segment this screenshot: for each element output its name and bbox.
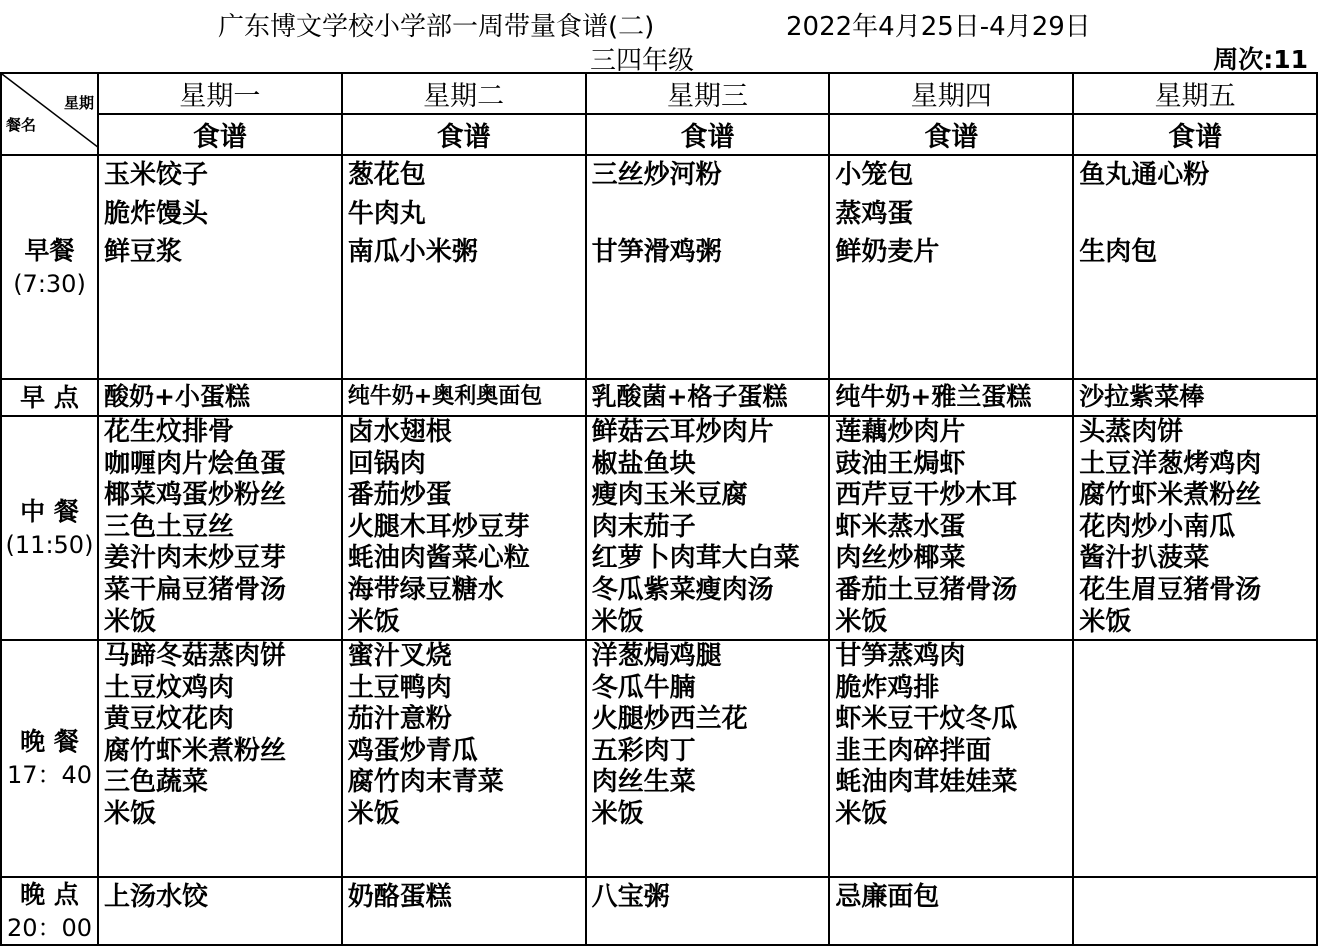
meal-row-lunch [1, 416, 1317, 640]
menu-cell [342, 379, 586, 416]
page-header [0, 4, 1318, 42]
menu-cell [342, 155, 586, 379]
dish-item: 虾米豆干炆冬瓜 [835, 704, 1018, 735]
dish-item: 火腿木耳炒豆芽 [347, 511, 530, 542]
meal-time: (11:50) [5, 530, 94, 559]
menu-cell [342, 640, 586, 877]
meal-name: 早 点 [20, 382, 79, 412]
meal-label [1, 379, 98, 416]
menu-cell [829, 379, 1073, 416]
menu-cell [586, 155, 830, 379]
day-header-wed: 星期三 [586, 73, 830, 114]
menu-cell [829, 416, 1073, 640]
dish-item: 土豆洋葱烤鸡肉 [1079, 448, 1262, 479]
dish-item: 纯牛奶+奥利奥面包 [347, 384, 543, 409]
dish-item: 米饭 [591, 606, 644, 637]
menu-cell [342, 877, 586, 945]
dish-item: 鱼丸通心粉 [1079, 160, 1210, 190]
meal-name: 晚 餐 [20, 727, 79, 757]
dish-item: 生肉包 [1079, 237, 1158, 267]
day-header-tue: 星期二 [342, 73, 586, 114]
dish-item: 咖喱肉片烩鱼蛋 [104, 448, 287, 479]
grade-label: 三四年级 [590, 46, 695, 76]
dish-item: 葱花包 [347, 160, 426, 190]
week-number: 周次:11 [1213, 45, 1308, 74]
meal-label [1, 877, 98, 945]
dish-item: 花肉炒小南瓜 [1079, 511, 1236, 542]
dish-item: 纯牛奶+雅兰蛋糕 [835, 382, 1032, 411]
dish-item: 三色蔬菜 [104, 767, 209, 798]
menu-cell [98, 379, 342, 416]
recipe-header: 食谱 [829, 114, 1073, 155]
meal-time: 20：00 [6, 913, 93, 942]
menu-cell [342, 416, 586, 640]
meal-name: 中 餐 [20, 496, 79, 526]
dish-item: 腐竹肉末青菜 [347, 767, 504, 798]
recipe-header: 食谱 [98, 114, 342, 155]
dish-item: 莲藕炒肉片 [835, 417, 966, 447]
corner-day-label: 星期 [63, 94, 94, 112]
dish-item: 回锅肉 [347, 448, 426, 479]
date-range: 2022年4月25日-4月29日 [786, 12, 1091, 42]
meal-label [1, 640, 98, 877]
menu-cell [98, 416, 342, 640]
weekly-menu-table [0, 72, 1318, 946]
dish-item: 米饭 [835, 798, 888, 829]
day-header-fri: 星期五 [1073, 73, 1317, 114]
meal-name: 早餐 [24, 235, 75, 265]
meal-time: 17：40 [6, 761, 93, 790]
recipe-header: 食谱 [1073, 114, 1317, 155]
recipe-header-row [1, 114, 1317, 155]
dish-item: 海带绿豆糖水 [347, 574, 504, 605]
dish-item: 米饭 [835, 606, 888, 637]
menu-title: 广东博文学校小学部一周带量食谱(二) [218, 12, 655, 42]
dish-item: 土豆鸭肉 [347, 672, 452, 703]
meal-time: (7:30) [13, 269, 86, 298]
menu-cell [829, 155, 1073, 379]
dish-item: 鲜豆浆 [104, 237, 183, 267]
meal-name: 晚 点 [20, 880, 79, 909]
dish-item: 肉丝炒椰菜 [835, 543, 966, 574]
corner-meal-label: 餐名 [6, 116, 37, 134]
dish-item: 小笼包 [835, 160, 914, 190]
dish-item: 黄豆炆花肉 [104, 704, 235, 735]
dish-item: 米饭 [591, 798, 644, 829]
dish-item: 火腿炒西兰花 [591, 704, 748, 735]
dish-item [1079, 195, 1316, 234]
meal-row-dinner [1, 640, 1317, 877]
meal-row-night-snack [1, 877, 1317, 945]
dish-item: 脆炸馒头 [104, 198, 209, 229]
dish-item: 冬瓜紫菜瘦肉汤 [591, 574, 774, 605]
dish-item: 米饭 [347, 606, 400, 637]
dish-item: 甘笋滑鸡粥 [591, 237, 722, 267]
dish-item: 酸奶+小蛋糕 [104, 382, 250, 411]
dish-item: 腐竹虾米煮粉丝 [1079, 480, 1262, 511]
recipe-header: 食谱 [342, 114, 586, 155]
dish-item: 番茄土豆猪骨汤 [835, 574, 1018, 605]
menu-cell [1073, 877, 1317, 945]
dish-item: 米饭 [104, 606, 157, 637]
dish-item: 蚝油肉茸娃娃菜 [835, 767, 1018, 798]
dish-item: 米饭 [347, 798, 400, 829]
day-header-thu: 星期四 [829, 73, 1073, 114]
dish-item: 肉丝生菜 [591, 767, 696, 798]
menu-cell [586, 640, 830, 877]
meal-row-breakfast [1, 155, 1317, 379]
meal-label [1, 155, 98, 379]
dish-item: 脆炸鸡排 [835, 672, 940, 703]
dish-item: 鲜奶麦片 [835, 237, 940, 267]
dish-item: 马蹄冬菇蒸肉饼 [104, 641, 287, 671]
day-header-mon: 星期一 [98, 73, 342, 114]
dish-item: 鲜菇云耳炒肉片 [591, 417, 774, 447]
dish-item [592, 195, 829, 234]
dish-item: 米饭 [104, 798, 157, 829]
dish-item: 蚝油肉酱菜心粒 [347, 543, 530, 574]
menu-cell [98, 155, 342, 379]
dish-item: 甘笋蒸鸡肉 [835, 641, 966, 671]
meal-row-morning-snack [1, 379, 1317, 416]
dish-item: 番茄炒蛋 [347, 480, 452, 511]
menu-cell [1073, 416, 1317, 640]
dish-item: 上汤水饺 [104, 882, 209, 912]
dish-item: 奶酪蛋糕 [347, 882, 452, 912]
menu-cell [586, 877, 830, 945]
dish-item: 肉末茄子 [591, 511, 696, 542]
dish-item: 牛肉丸 [347, 198, 426, 229]
dish-item: 红萝卜肉茸大白菜 [591, 543, 800, 574]
dish-item: 土豆炆鸡肉 [104, 672, 235, 703]
dish-item: 椒盐鱼块 [591, 448, 696, 479]
dish-item: 鸡蛋炒青瓜 [347, 735, 478, 766]
dish-item: 瘦肉玉米豆腐 [591, 480, 748, 511]
dish-item: 豉油王焗虾 [835, 448, 966, 479]
dish-item: 三色土豆丝 [104, 511, 235, 542]
dish-item: 八宝粥 [591, 882, 670, 912]
dish-item: 蜜汁叉烧 [347, 641, 452, 671]
dish-item: 姜汁肉末炒豆芽 [104, 543, 287, 574]
dish-item: 五彩肉丁 [591, 735, 696, 766]
dish-item: 西芹豆干炒木耳 [835, 480, 1018, 511]
dish-item: 韭王肉碎拌面 [835, 735, 992, 766]
dish-item: 头蒸肉饼 [1079, 417, 1184, 447]
dish-item: 虾米蒸水蛋 [835, 511, 966, 542]
dish-item: 南瓜小米粥 [347, 237, 478, 267]
dish-item: 沙拉紫菜棒 [1079, 382, 1205, 411]
dish-item: 乳酸菌+格子蛋糕 [591, 382, 788, 411]
dish-item: 椰菜鸡蛋炒粉丝 [104, 480, 287, 511]
menu-cell [98, 877, 342, 945]
menu-cell [586, 379, 830, 416]
menu-cell [1073, 155, 1317, 379]
menu-cell [586, 416, 830, 640]
recipe-header: 食谱 [586, 114, 830, 155]
dish-item: 忌廉面包 [835, 882, 940, 912]
dish-item: 花生炆排骨 [104, 417, 235, 447]
dish-item: 卤水翅根 [347, 417, 452, 447]
dish-item: 菜干扁豆猪骨汤 [104, 574, 287, 605]
day-header-row [1, 73, 1317, 114]
menu-cell [829, 640, 1073, 877]
dish-item: 腐竹虾米煮粉丝 [104, 735, 287, 766]
menu-cell [829, 877, 1073, 945]
dish-item: 米饭 [1079, 606, 1132, 637]
dish-item: 玉米饺子 [104, 160, 209, 190]
corner-cell [1, 73, 98, 155]
menu-cell [98, 640, 342, 877]
menu-cell [1073, 640, 1317, 877]
meal-label [1, 416, 98, 640]
dish-item: 酱汁扒菠菜 [1079, 543, 1210, 574]
dish-item: 茄汁意粉 [347, 704, 452, 735]
dish-item: 洋葱焗鸡腿 [591, 641, 722, 671]
dish-item: 蒸鸡蛋 [835, 198, 914, 229]
dish-item: 三丝炒河粉 [591, 160, 722, 190]
menu-cell [1073, 379, 1317, 416]
dish-item: 冬瓜牛腩 [591, 672, 696, 703]
dish-item: 花生眉豆猪骨汤 [1079, 574, 1262, 605]
